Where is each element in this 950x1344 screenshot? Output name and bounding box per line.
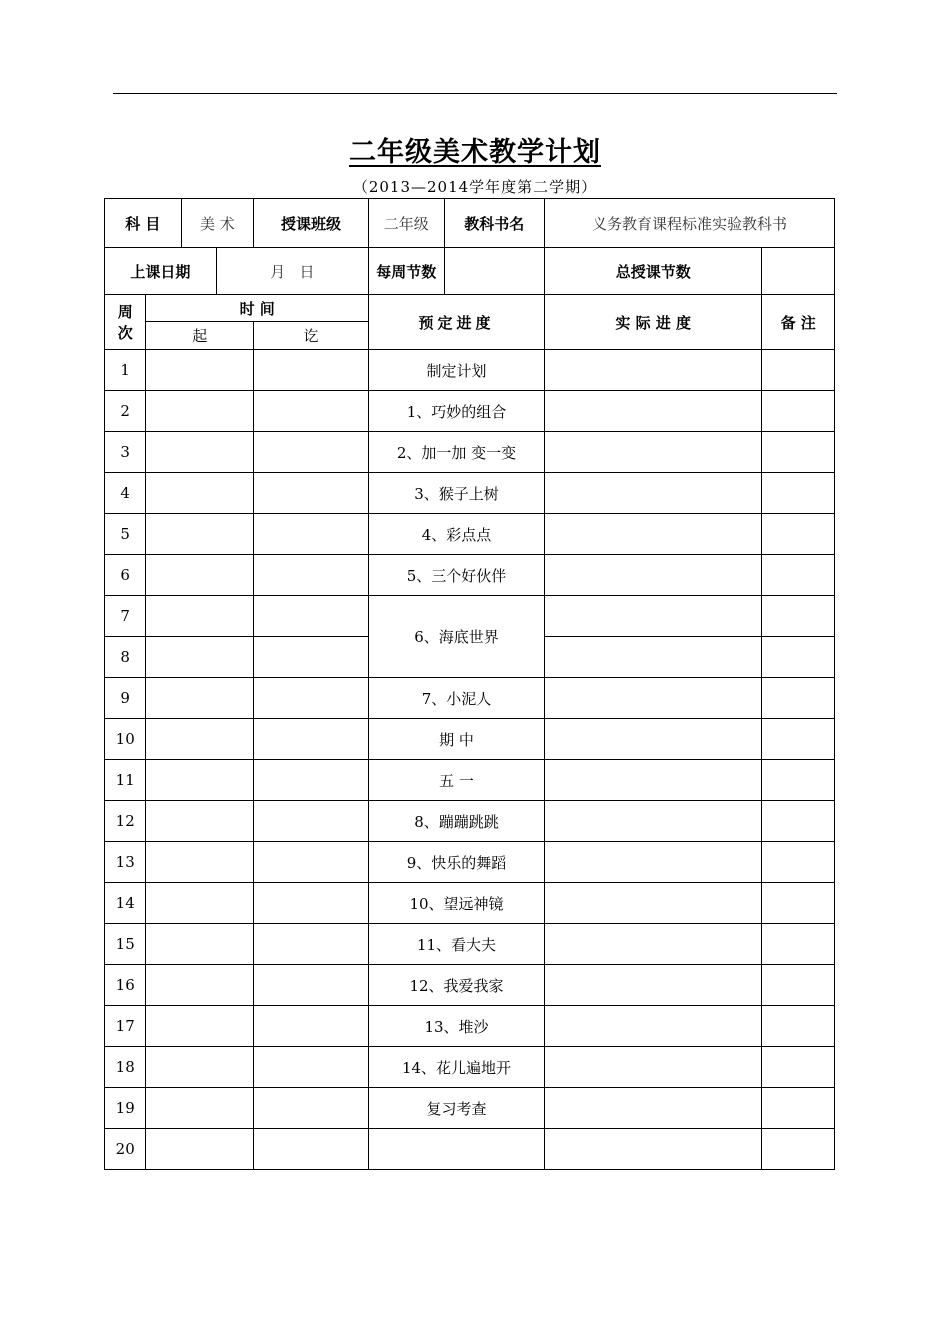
actual-progress-cell — [544, 801, 761, 842]
actual-progress-cell — [544, 391, 761, 432]
week-number: 15 — [105, 924, 146, 965]
notes-cell — [762, 924, 835, 965]
start-date-cell — [146, 883, 254, 924]
end-date-cell — [254, 637, 369, 678]
notes-cell — [762, 473, 835, 514]
end-date-cell — [254, 1047, 369, 1088]
start-date-cell — [146, 473, 254, 514]
week-header — [105, 295, 146, 350]
week-number: 12 — [105, 801, 146, 842]
end-date-cell — [254, 801, 369, 842]
week-number: 7 — [105, 596, 146, 637]
end-date-cell — [254, 1006, 369, 1047]
actual-progress-cell — [544, 1088, 761, 1129]
end-date-cell — [254, 555, 369, 596]
actual-header: 实 际 进 度 — [544, 295, 761, 350]
table-row — [105, 350, 835, 391]
end-date-cell — [254, 760, 369, 801]
start-date-cell — [146, 350, 254, 391]
notes-cell — [762, 842, 835, 883]
week-number: 13 — [105, 842, 146, 883]
week-number: 20 — [105, 1129, 146, 1170]
notes-cell — [762, 801, 835, 842]
table-row — [105, 760, 835, 801]
actual-progress-cell — [544, 432, 761, 473]
textbook-label: 教科书名 — [444, 199, 544, 248]
end-date-cell — [254, 1088, 369, 1129]
week-number: 17 — [105, 1006, 146, 1047]
planned-progress: 6、海底世界 — [368, 596, 544, 678]
planned-progress — [368, 1129, 544, 1170]
planned-progress: 11、看大夫 — [368, 924, 544, 965]
class-value: 二年级 — [368, 199, 444, 248]
table-row — [105, 924, 835, 965]
week-number: 6 — [105, 555, 146, 596]
notes-cell — [762, 1088, 835, 1129]
table-row — [105, 1006, 835, 1047]
header-rule — [113, 93, 837, 94]
textbook-value: 义务教育课程标准实验教科书 — [544, 199, 834, 248]
planned-progress: 五 一 — [368, 760, 544, 801]
start-date-cell — [146, 719, 254, 760]
table-row — [105, 842, 835, 883]
start-header: 起 — [146, 322, 254, 350]
weekly-value — [444, 248, 544, 295]
planned-progress: 7、小泥人 — [368, 678, 544, 719]
planned-progress: 9、快乐的舞蹈 — [368, 842, 544, 883]
actual-progress-cell — [544, 514, 761, 555]
actual-progress-cell — [544, 637, 761, 678]
week-number: 3 — [105, 432, 146, 473]
planned-progress: 2、加一加 变一变 — [368, 432, 544, 473]
week-number: 16 — [105, 965, 146, 1006]
week-number: 4 — [105, 473, 146, 514]
end-date-cell — [254, 596, 369, 637]
actual-progress-cell — [544, 924, 761, 965]
week-header-top: 周 — [117, 303, 133, 321]
table-row — [105, 514, 835, 555]
total-value — [762, 248, 835, 295]
week-number: 18 — [105, 1047, 146, 1088]
info-row-1 — [105, 199, 835, 248]
end-date-cell — [254, 719, 369, 760]
end-date-cell — [254, 965, 369, 1006]
table-row — [105, 391, 835, 432]
start-date-cell — [146, 965, 254, 1006]
week-number: 11 — [105, 760, 146, 801]
table-row — [105, 1047, 835, 1088]
notes-cell — [762, 965, 835, 1006]
notes-cell — [762, 760, 835, 801]
week-number: 2 — [105, 391, 146, 432]
time-header: 时 间 — [146, 295, 369, 322]
actual-progress-cell — [544, 842, 761, 883]
end-header: 讫 — [254, 322, 369, 350]
table-row — [105, 883, 835, 924]
end-date-cell — [254, 391, 369, 432]
week-number: 5 — [105, 514, 146, 555]
planned-progress: 14、花儿遍地开 — [368, 1047, 544, 1088]
end-date-cell — [254, 883, 369, 924]
table-row — [105, 801, 835, 842]
notes-cell — [762, 678, 835, 719]
end-date-cell — [254, 473, 369, 514]
start-date-cell — [146, 924, 254, 965]
actual-progress-cell — [544, 596, 761, 637]
notes-cell — [762, 883, 835, 924]
total-label: 总授课节数 — [544, 248, 761, 295]
class-label: 授课班级 — [254, 199, 369, 248]
end-date-cell — [254, 678, 369, 719]
info-row-2 — [105, 248, 835, 295]
end-date-cell — [254, 1129, 369, 1170]
start-date-cell — [146, 432, 254, 473]
planned-progress: 复习考查 — [368, 1088, 544, 1129]
week-number: 1 — [105, 350, 146, 391]
planned-progress: 制定计划 — [368, 350, 544, 391]
notes-cell — [762, 391, 835, 432]
table-row — [105, 473, 835, 514]
start-date-cell — [146, 801, 254, 842]
actual-progress-cell — [544, 883, 761, 924]
actual-progress-cell — [544, 555, 761, 596]
planned-progress: 4、彩点点 — [368, 514, 544, 555]
page-title: 二年级美术教学计划 — [349, 137, 601, 168]
notes-cell — [762, 1129, 835, 1170]
page-subtitle: （2013—2014学年度第二学期） — [352, 178, 598, 196]
start-date-cell — [146, 842, 254, 883]
notes-cell — [762, 432, 835, 473]
planned-header: 预定进度 — [368, 295, 544, 350]
table-row — [105, 1129, 835, 1170]
table-row — [105, 432, 835, 473]
table-row — [105, 678, 835, 719]
week-number: 14 — [105, 883, 146, 924]
start-date-cell — [146, 760, 254, 801]
subject-value: 美 术 — [181, 199, 253, 248]
week-number: 8 — [105, 637, 146, 678]
notes-header: 备 注 — [762, 295, 835, 350]
end-date-cell — [254, 350, 369, 391]
date-value: 月 日 — [216, 248, 368, 295]
planned-progress: 12、我爱我家 — [368, 965, 544, 1006]
actual-progress-cell — [544, 350, 761, 391]
actual-progress-cell — [544, 760, 761, 801]
planned-progress: 10、望远神镜 — [368, 883, 544, 924]
actual-progress-cell — [544, 1129, 761, 1170]
start-date-cell — [146, 637, 254, 678]
notes-cell — [762, 637, 835, 678]
table-row — [105, 1088, 835, 1129]
table-row — [105, 555, 835, 596]
week-number: 9 — [105, 678, 146, 719]
notes-cell — [762, 514, 835, 555]
end-date-cell — [254, 924, 369, 965]
table-row — [105, 965, 835, 1006]
planned-progress: 13、堆沙 — [368, 1006, 544, 1047]
table-row — [105, 719, 835, 760]
actual-progress-cell — [544, 965, 761, 1006]
start-date-cell — [146, 1047, 254, 1088]
start-date-cell — [146, 1129, 254, 1170]
table-row — [105, 596, 835, 637]
notes-cell — [762, 719, 835, 760]
start-date-cell — [146, 514, 254, 555]
actual-progress-cell — [544, 1006, 761, 1047]
start-date-cell — [146, 555, 254, 596]
start-date-cell — [146, 678, 254, 719]
actual-progress-cell — [544, 473, 761, 514]
start-date-cell — [146, 1006, 254, 1047]
planned-progress: 期 中 — [368, 719, 544, 760]
planned-progress: 3、猴子上树 — [368, 473, 544, 514]
notes-cell — [762, 555, 835, 596]
notes-cell — [762, 1047, 835, 1088]
date-label: 上课日期 — [105, 248, 217, 295]
actual-progress-cell — [544, 678, 761, 719]
notes-cell — [762, 596, 835, 637]
week-number: 19 — [105, 1088, 146, 1129]
end-date-cell — [254, 432, 369, 473]
week-number: 10 — [105, 719, 146, 760]
actual-progress-cell — [544, 1047, 761, 1088]
start-date-cell — [146, 596, 254, 637]
actual-progress-cell — [544, 719, 761, 760]
start-date-cell — [146, 391, 254, 432]
weekly-label: 每周节数 — [368, 248, 444, 295]
planned-progress: 8、蹦蹦跳跳 — [368, 801, 544, 842]
notes-cell — [762, 1006, 835, 1047]
planned-progress: 5、三个好伙伴 — [368, 555, 544, 596]
end-date-cell — [254, 842, 369, 883]
subject-label: 科 目 — [105, 199, 182, 248]
header-row-1 — [105, 295, 835, 322]
week-header-bottom: 次 — [117, 324, 133, 342]
end-date-cell — [254, 514, 369, 555]
planned-progress: 1、巧妙的组合 — [368, 391, 544, 432]
teaching-plan-table — [104, 198, 835, 1170]
start-date-cell — [146, 1088, 254, 1129]
notes-cell — [762, 350, 835, 391]
